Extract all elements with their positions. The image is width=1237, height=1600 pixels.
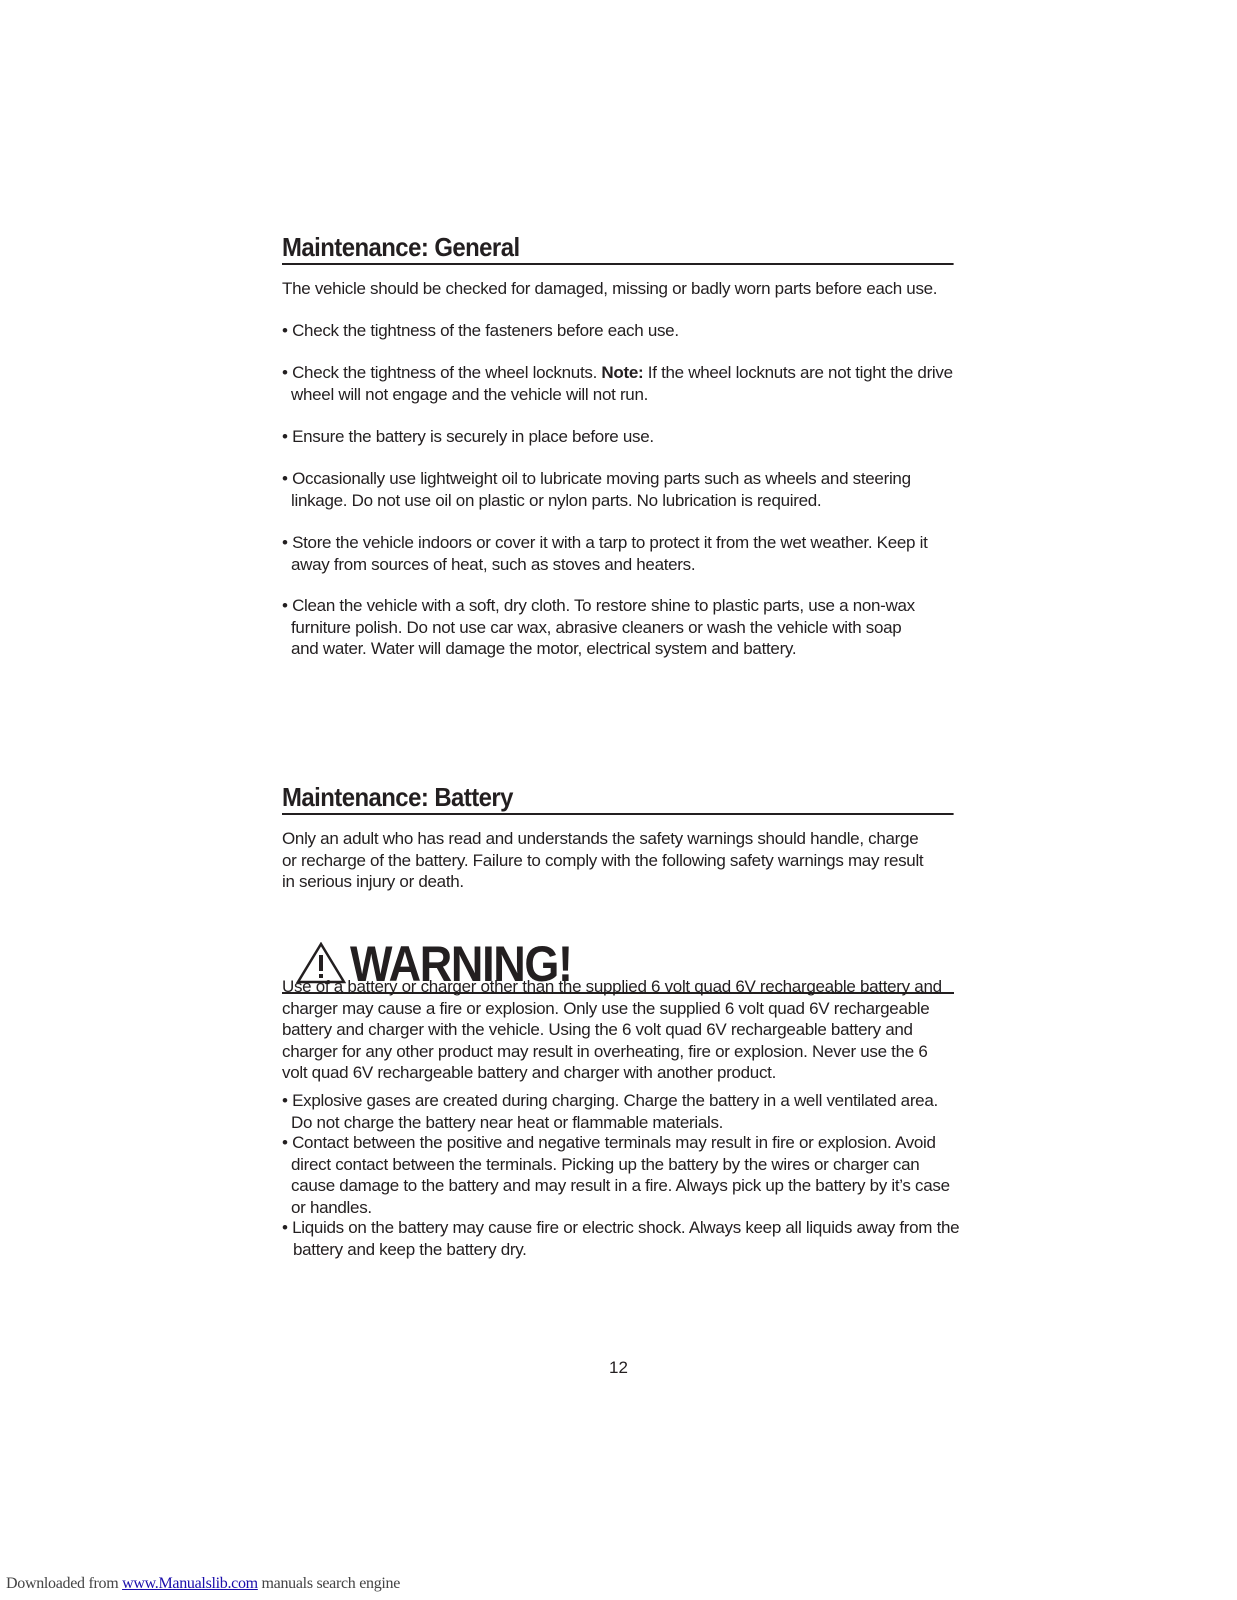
footer [6, 1575, 400, 1593]
bullet-battery-secure: • Ensure the battery is securely in place before use. [282, 427, 654, 446]
bullet-locknuts-text: • Check the tightness of the wheel locknuts. [282, 363, 602, 382]
footer-suffix: manuals search engine [257, 1575, 401, 1592]
bullet-liquids: • Liquids on the battery may cause fire or electric shock. Always keep all liquids away from the battery and keep the battery dry. [282, 1218, 960, 1259]
general-section-title: Maintenance: General [282, 232, 954, 265]
bullet-oil: • Occasionally use lightweight oil to lubricate moving parts such as wheels and steering linkage. Do not use oil on plastic or nylon parts. No lubrication is required. [282, 469, 911, 510]
bullet-store: • Store the vehicle indoors or cover it with a tarp to protect it from the wet weather. Keep it away from sources of heat, such as stoves and heaters. [282, 533, 928, 574]
note-label: Note: [601, 363, 644, 382]
bullet-clean: • Clean the vehicle with a soft, dry cloth. To restore shine to plastic parts, use a non-wax furniture polish. Do not use car wax, abrasive cleaners or wash the vehicle with soap and water. Water will damage the motor, electrical system and battery. [282, 596, 915, 658]
bullet-fasteners: • Check the tightness of the fasteners before each use. [282, 321, 679, 340]
bullet-locknuts-note-text: If the wheel locknuts are not tight the drive wheel will not engage and the vehicle will not run. [291, 363, 953, 404]
bullet-explosive-gases: • Explosive gases are created during charging. Charge the battery in a well ventilated area. Do not charge the battery near heat or flammable materials. [282, 1091, 938, 1132]
bullet-locknuts [282, 362, 963, 405]
general-intro: The vehicle should be checked for damaged, missing or badly worn parts before each use. [282, 279, 938, 298]
warning-label: WARNING! [350, 936, 572, 992]
manualslib-link[interactable]: www.Manualslib.com [122, 1575, 258, 1592]
warning-intro: Use of a battery or charger other than the supplied 6 volt quad 6V rechargeable battery and charger may cause a fire or explosion. Only use the supplied 6 volt quad 6V rechargeable battery and charger with the vehicle. Using the 6 volt quad 6V rechargeable battery and charger for any other product may result in overheating, fire or explosion. Never use the 6 volt quad 6V rechargeable battery and charger with another product. [282, 977, 942, 1082]
battery-section-title: Maintenance: Battery [282, 782, 954, 815]
page-number: 12 [609, 1358, 628, 1377]
footer-prefix: Downloaded from [6, 1575, 123, 1592]
battery-intro: Only an adult who has read and understands the safety warnings should handle, charge or recharge of the battery. Failure to comply with the following safety warnings may result in serious injury or death. [282, 829, 924, 891]
bullet-terminals: • Contact between the positive and negative terminals may result in fire or explosion. Avoid direct contact between the terminals. Picking up the battery by the wires or charger can cause damage to the battery and may result in a fire. Always pick up the battery by it’s case or handles. [282, 1133, 950, 1217]
